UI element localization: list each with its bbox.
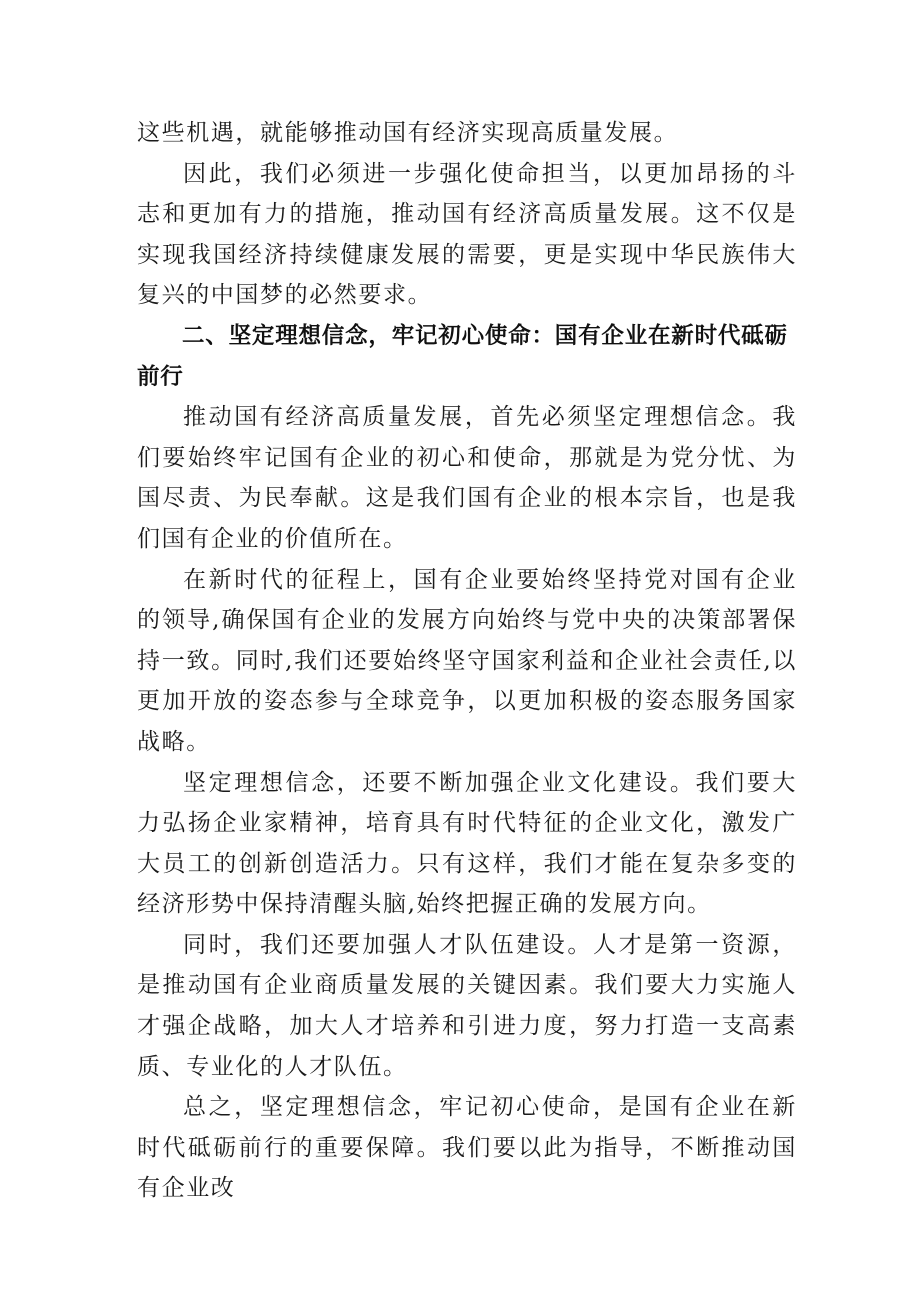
paragraph: 因此，我们必须进一步强化使命担当，以更加昂扬的斗志和更加有力的措施，推动国有经济高质量发展。这不仅是实现我国经济持续健康发展的需要，更是实现中华民族伟大复兴的中国梦的必然要求。 xyxy=(137,160,797,309)
paragraph: 在新时代的征程上，国有企业要始终坚持党对国有企业的领导,确保国有企业的发展方向始终与党中央的决策部署保持一致。同时,我们还要始终坚守国家利益和企业社会责任,以更加开放的姿态参与全球竞争，以更加积极的姿态服务国家战略。 xyxy=(137,566,797,755)
section-heading: 二、坚定理想信念，牢记初心使命：国有企业在新时代砥砺前行 xyxy=(137,322,788,390)
paragraph: 同时，我们还要加强人才队伍建设。人才是第一资源，是推动国有企业商质量发展的关键因素。我们要大力实施人才强企战略，加大人才培养和引进力度，努力打造一支高素质、专业化的人才队伍。 xyxy=(137,931,797,1080)
paragraph: 坚定理想信念，还要不断加强企业文化建设。我们要大力弘扬企业家精神，培育具有时代特征的企业文化，激发广大员工的创新创造活力。只有这样，我们才能在复杂多变的经济形势中保持清醒头脑,始终把握正确的发展方向。 xyxy=(137,769,797,918)
paragraph: 推动国有经济高质量发展，首先必须坚定理想信念。我们要始终牢记国有企业的初心和使命，那就是为党分忧、为国尽责、为民奉献。这是我们国有企业的根本宗旨，也是我们国有企业的价值所在。 xyxy=(137,404,797,552)
document-body xyxy=(137,113,797,1209)
paragraph-continued: 这些机遇，就能够推动国有经济实现高质量发展。 xyxy=(137,120,679,146)
paragraph: 总之，坚定理想信念，牢记初心使命，是国有企业在新时代砥砺前行的重要保障。我们要以此为指导，不断推动国有企业改 xyxy=(137,1094,797,1202)
